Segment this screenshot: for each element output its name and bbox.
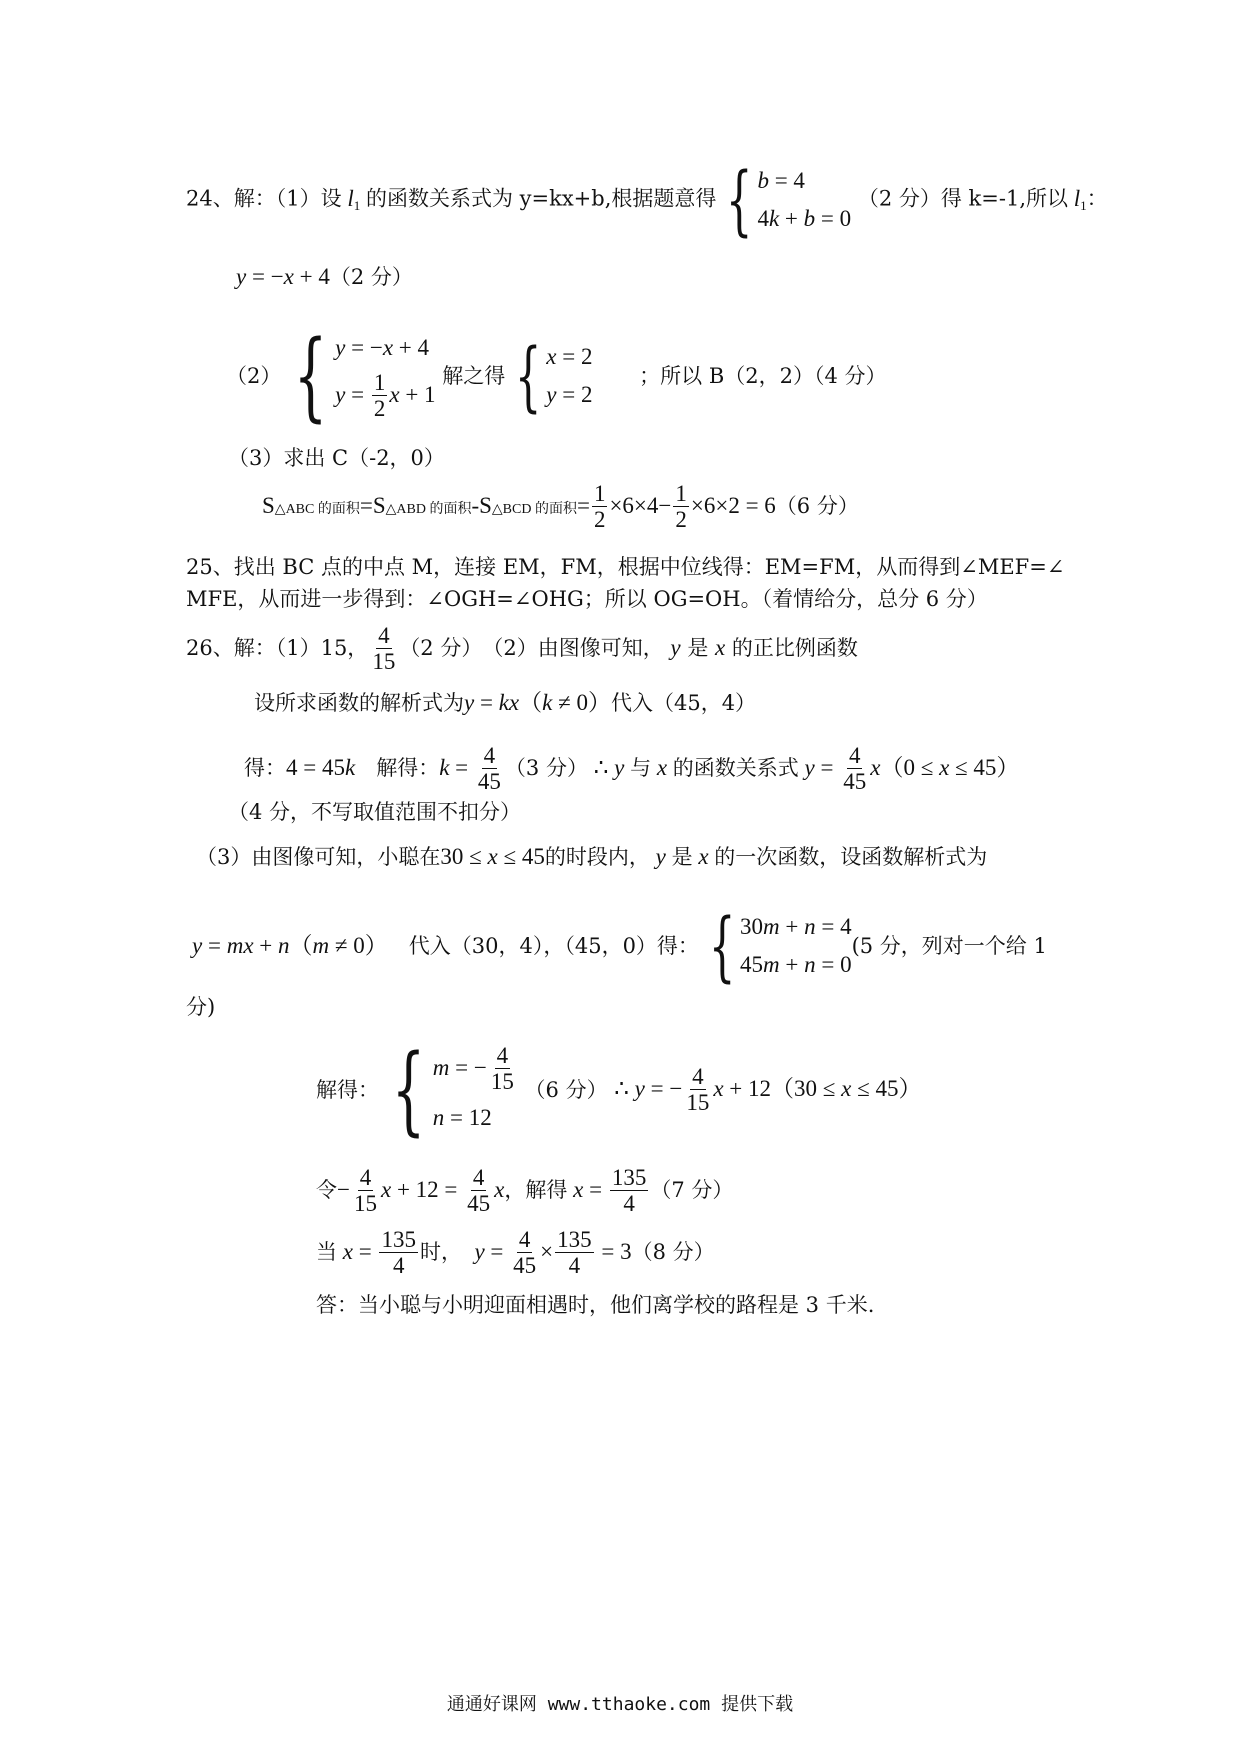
q26-solve-x: ，解得 bbox=[504, 1177, 568, 1202]
q26-note: （4 分，不写取值范围不扣分） bbox=[228, 800, 522, 824]
q24-colon: ： bbox=[1086, 186, 1108, 211]
q26-period: 的时段内， bbox=[544, 845, 650, 869]
q24-score-6: （6 分） bbox=[775, 493, 859, 518]
q25-text-1: 25、找出 BC 点的中点 M，连接 EM，FM，根据中位线得：EM=FM，从而得到∠MEF=∠ bbox=[186, 555, 1065, 579]
q24-equation-l1: y = −x + 4 bbox=[236, 264, 330, 289]
q24-p2-label: （2） bbox=[226, 364, 282, 388]
q26-then: 时， bbox=[419, 1239, 452, 1264]
q26-line-9: 令− $\frac{4}{15}$ x + 12 = $\frac{4}{45}$ x，解得 x = $\frac{135}{4}$ （7 分） bbox=[316, 1165, 734, 1216]
q26-line-7 bbox=[186, 992, 215, 1022]
q26-linear: 的一次函数，设函数解析式为 bbox=[714, 845, 988, 869]
q26-solve: 解得： bbox=[376, 755, 440, 780]
q24-point-c: （3）求出 C（-2，0） bbox=[228, 446, 445, 470]
q26-answer-text: 答：当小聪与小明迎面相遇时，他们离学校的路程是 3 千米. bbox=[316, 1293, 875, 1317]
q24-area-line bbox=[262, 482, 859, 533]
frac-4-15: $\frac{4}{15}$ bbox=[372, 623, 396, 674]
q24-system-2: { y = −x + 4 y = $\frac{1}{2}$ x + 1 bbox=[293, 320, 436, 432]
q24-intro: 24、解：（1）设 bbox=[186, 186, 342, 211]
l1-symbol-2: $l_1$ bbox=[1073, 185, 1087, 213]
q26-score-5-end: 分) bbox=[186, 995, 216, 1019]
q26-solve-2: 解得： bbox=[316, 1078, 379, 1102]
q26-system-mn: { 30m + n = 4 45m + n = 0 bbox=[708, 901, 852, 990]
page-footer: 通通好课网 www.tthaoke.com 提供下载 bbox=[446, 1694, 794, 1715]
q26-line-2: 设所求函数的解析式为y = kx（k ≠ 0）代入（45，4） bbox=[254, 690, 757, 715]
q26-is: 是 bbox=[687, 636, 709, 660]
q26-solution-mn: { m = − $\frac{4}{15}$ n = 12 bbox=[391, 1034, 514, 1146]
q26-and: 与 bbox=[630, 755, 652, 780]
q26-line-3: 得：4 = 45k 解得：k = $\frac{4}{45}$ （3 分） ∴ y 与 x 的函数关系式 y = $\frac{4}{45}$ x（0 ≤ x ≤ 45） bbox=[244, 743, 1020, 794]
q26-score-5: (5 分，列对一个给 1 bbox=[851, 934, 1047, 958]
q26-relation: 的函数关系式 bbox=[672, 755, 799, 780]
q24-solution-b: { x = 2 y = 2 bbox=[514, 331, 593, 420]
q26-line-6: y = mx + n（m ≠ 0） 代入（30，4），（45，0）得： { 30m + n = 4 45m + n = 0 (5 分，列对一个给 1 bbox=[192, 901, 1047, 990]
q26-score-3: （3 分） bbox=[504, 755, 588, 780]
area-formula: S△ABC 的面积=S△ABD 的面积-S△BCD 的面积= $\frac{1}{2}$ ×6×4− $\frac{1}{2}$ ×6×2 = 6 bbox=[262, 481, 776, 532]
q26-score-7: （7 分） bbox=[650, 1177, 734, 1202]
q26-substitute-2: 代入（30，4），（45，0）得： bbox=[408, 934, 699, 958]
q26-score-8: （8 分） bbox=[631, 1239, 715, 1264]
q26-line-5: （3）由图像可知，小聪在30 ≤ x ≤ 45的时段内， y 是 x 的一次函数，设函数解析式为 bbox=[196, 844, 988, 869]
q25-text-2: MFE，从而进一步得到：∠OGH=∠OHG；所以 OG=OH。（着情给分，总分 6 分） bbox=[186, 587, 988, 611]
q24-text: 的函数关系式为 y=kx+b,根据题意得 bbox=[365, 186, 717, 211]
q26-let: 令 bbox=[316, 1177, 337, 1202]
q25-line-1 bbox=[186, 552, 1064, 582]
q24-system-1: { b = 4 4k + b = 0 bbox=[725, 155, 852, 244]
q26-line-4 bbox=[228, 797, 521, 827]
q26-p3-intro: （3）由图像可知，小聪在 bbox=[196, 845, 441, 869]
q26-answer bbox=[316, 1290, 874, 1320]
q26-is-2: 是 bbox=[671, 845, 693, 869]
q26-line-10: 当 x = $\frac{135}{4}$ 时， y = $\frac{4}{45}$ × $\frac{135}{4}$ = 3（8 分） bbox=[316, 1227, 715, 1278]
q24-point-b: ；所以 B（2，2）（4 分） bbox=[639, 364, 887, 388]
q26-intro: 26、解：（1）15， bbox=[186, 636, 369, 660]
q26-score-6: （6 分） bbox=[524, 1078, 608, 1102]
q25-line-2 bbox=[186, 584, 988, 614]
q24-p2-solve: 解之得 bbox=[442, 364, 506, 388]
q24-line-2 bbox=[236, 262, 413, 292]
q24-part-3 bbox=[228, 443, 445, 473]
q24-line-1 bbox=[186, 155, 1108, 244]
q24-score-2: （2 分） bbox=[329, 265, 413, 289]
q26-set-function: 设所求函数的解析式为 bbox=[254, 691, 464, 715]
q24-score-1: （2 分）得 k=-1,所以 bbox=[857, 186, 1068, 211]
q26-substitute: 代入（45，4） bbox=[610, 691, 757, 715]
q26-text-1: （2 分） （2）由图像可知， bbox=[399, 636, 664, 660]
q26-proportional: 的正比例函数 bbox=[731, 636, 858, 660]
q26-get: 得： bbox=[244, 755, 286, 780]
q26-line-1: 26、解：（1）15， $\frac{4}{15}$ （2 分） （2）由图像可知， y 是 x 的正比例函数 bbox=[186, 623, 858, 674]
l1-symbol: $l_1$ bbox=[347, 185, 361, 213]
q26-line-8: 解得： { m = − $\frac{4}{15}$ n = 12 （6 分） ∴ y = − $\frac{4}{15}$ x + 12（30 ≤ x ≤ 45） bbox=[316, 1034, 922, 1146]
q26-when: 当 bbox=[316, 1239, 337, 1264]
q24-part-2 bbox=[226, 320, 887, 432]
